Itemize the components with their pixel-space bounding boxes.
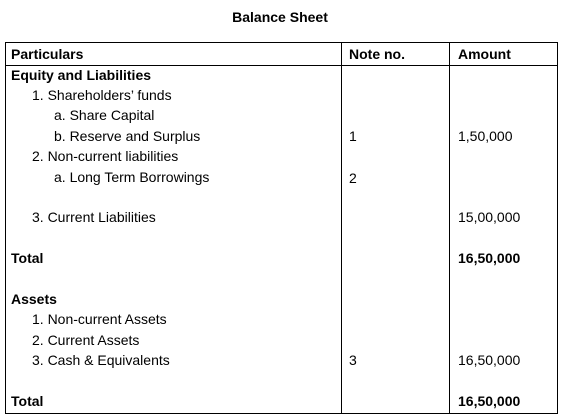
amount-total-assets: 16,50,000 bbox=[458, 393, 521, 409]
row-non-current-assets: 1. Non-current Assets bbox=[32, 311, 167, 327]
note-long-term-borrowings: 2 bbox=[349, 170, 357, 186]
section-heading-equity-liabilities: Equity and Liabilities bbox=[11, 67, 152, 83]
section-heading-assets: Assets bbox=[11, 291, 57, 307]
balance-sheet-table bbox=[5, 42, 558, 414]
header-amount: Amount bbox=[458, 46, 511, 62]
row-total-equity-liabilities: Total bbox=[11, 250, 44, 266]
header-note-no: Note no. bbox=[349, 46, 405, 62]
row-total-assets: Total bbox=[11, 393, 44, 409]
row-long-term-borrowings: a. Long Term Borrowings bbox=[54, 169, 210, 185]
note-reserve-surplus: 1 bbox=[349, 128, 357, 144]
page-title: Balance Sheet bbox=[232, 9, 328, 25]
row-non-current-liabilities: 2. Non-current liabilities bbox=[32, 148, 179, 164]
row-shareholders-funds: 1. Shareholders’ funds bbox=[32, 87, 172, 103]
column-divider-amount bbox=[449, 43, 450, 413]
row-current-assets: 2. Current Assets bbox=[32, 332, 140, 348]
amount-total-equity-liabilities: 16,50,000 bbox=[458, 250, 521, 266]
row-share-capital: a. Share Capital bbox=[54, 107, 155, 123]
row-cash-equivalents: 3. Cash & Equivalents bbox=[32, 352, 170, 368]
row-current-liabilities: 3. Current Liabilities bbox=[32, 209, 156, 225]
header-particulars: Particulars bbox=[11, 46, 84, 62]
amount-cash-equivalents: 16,50,000 bbox=[458, 352, 521, 368]
column-divider-note bbox=[341, 43, 342, 413]
amount-reserve-surplus: 1,50,000 bbox=[458, 128, 513, 144]
row-reserve-surplus: b. Reserve and Surplus bbox=[54, 128, 201, 144]
note-cash-equivalents: 3 bbox=[349, 352, 357, 368]
amount-current-liabilities: 15,00,000 bbox=[458, 209, 521, 225]
